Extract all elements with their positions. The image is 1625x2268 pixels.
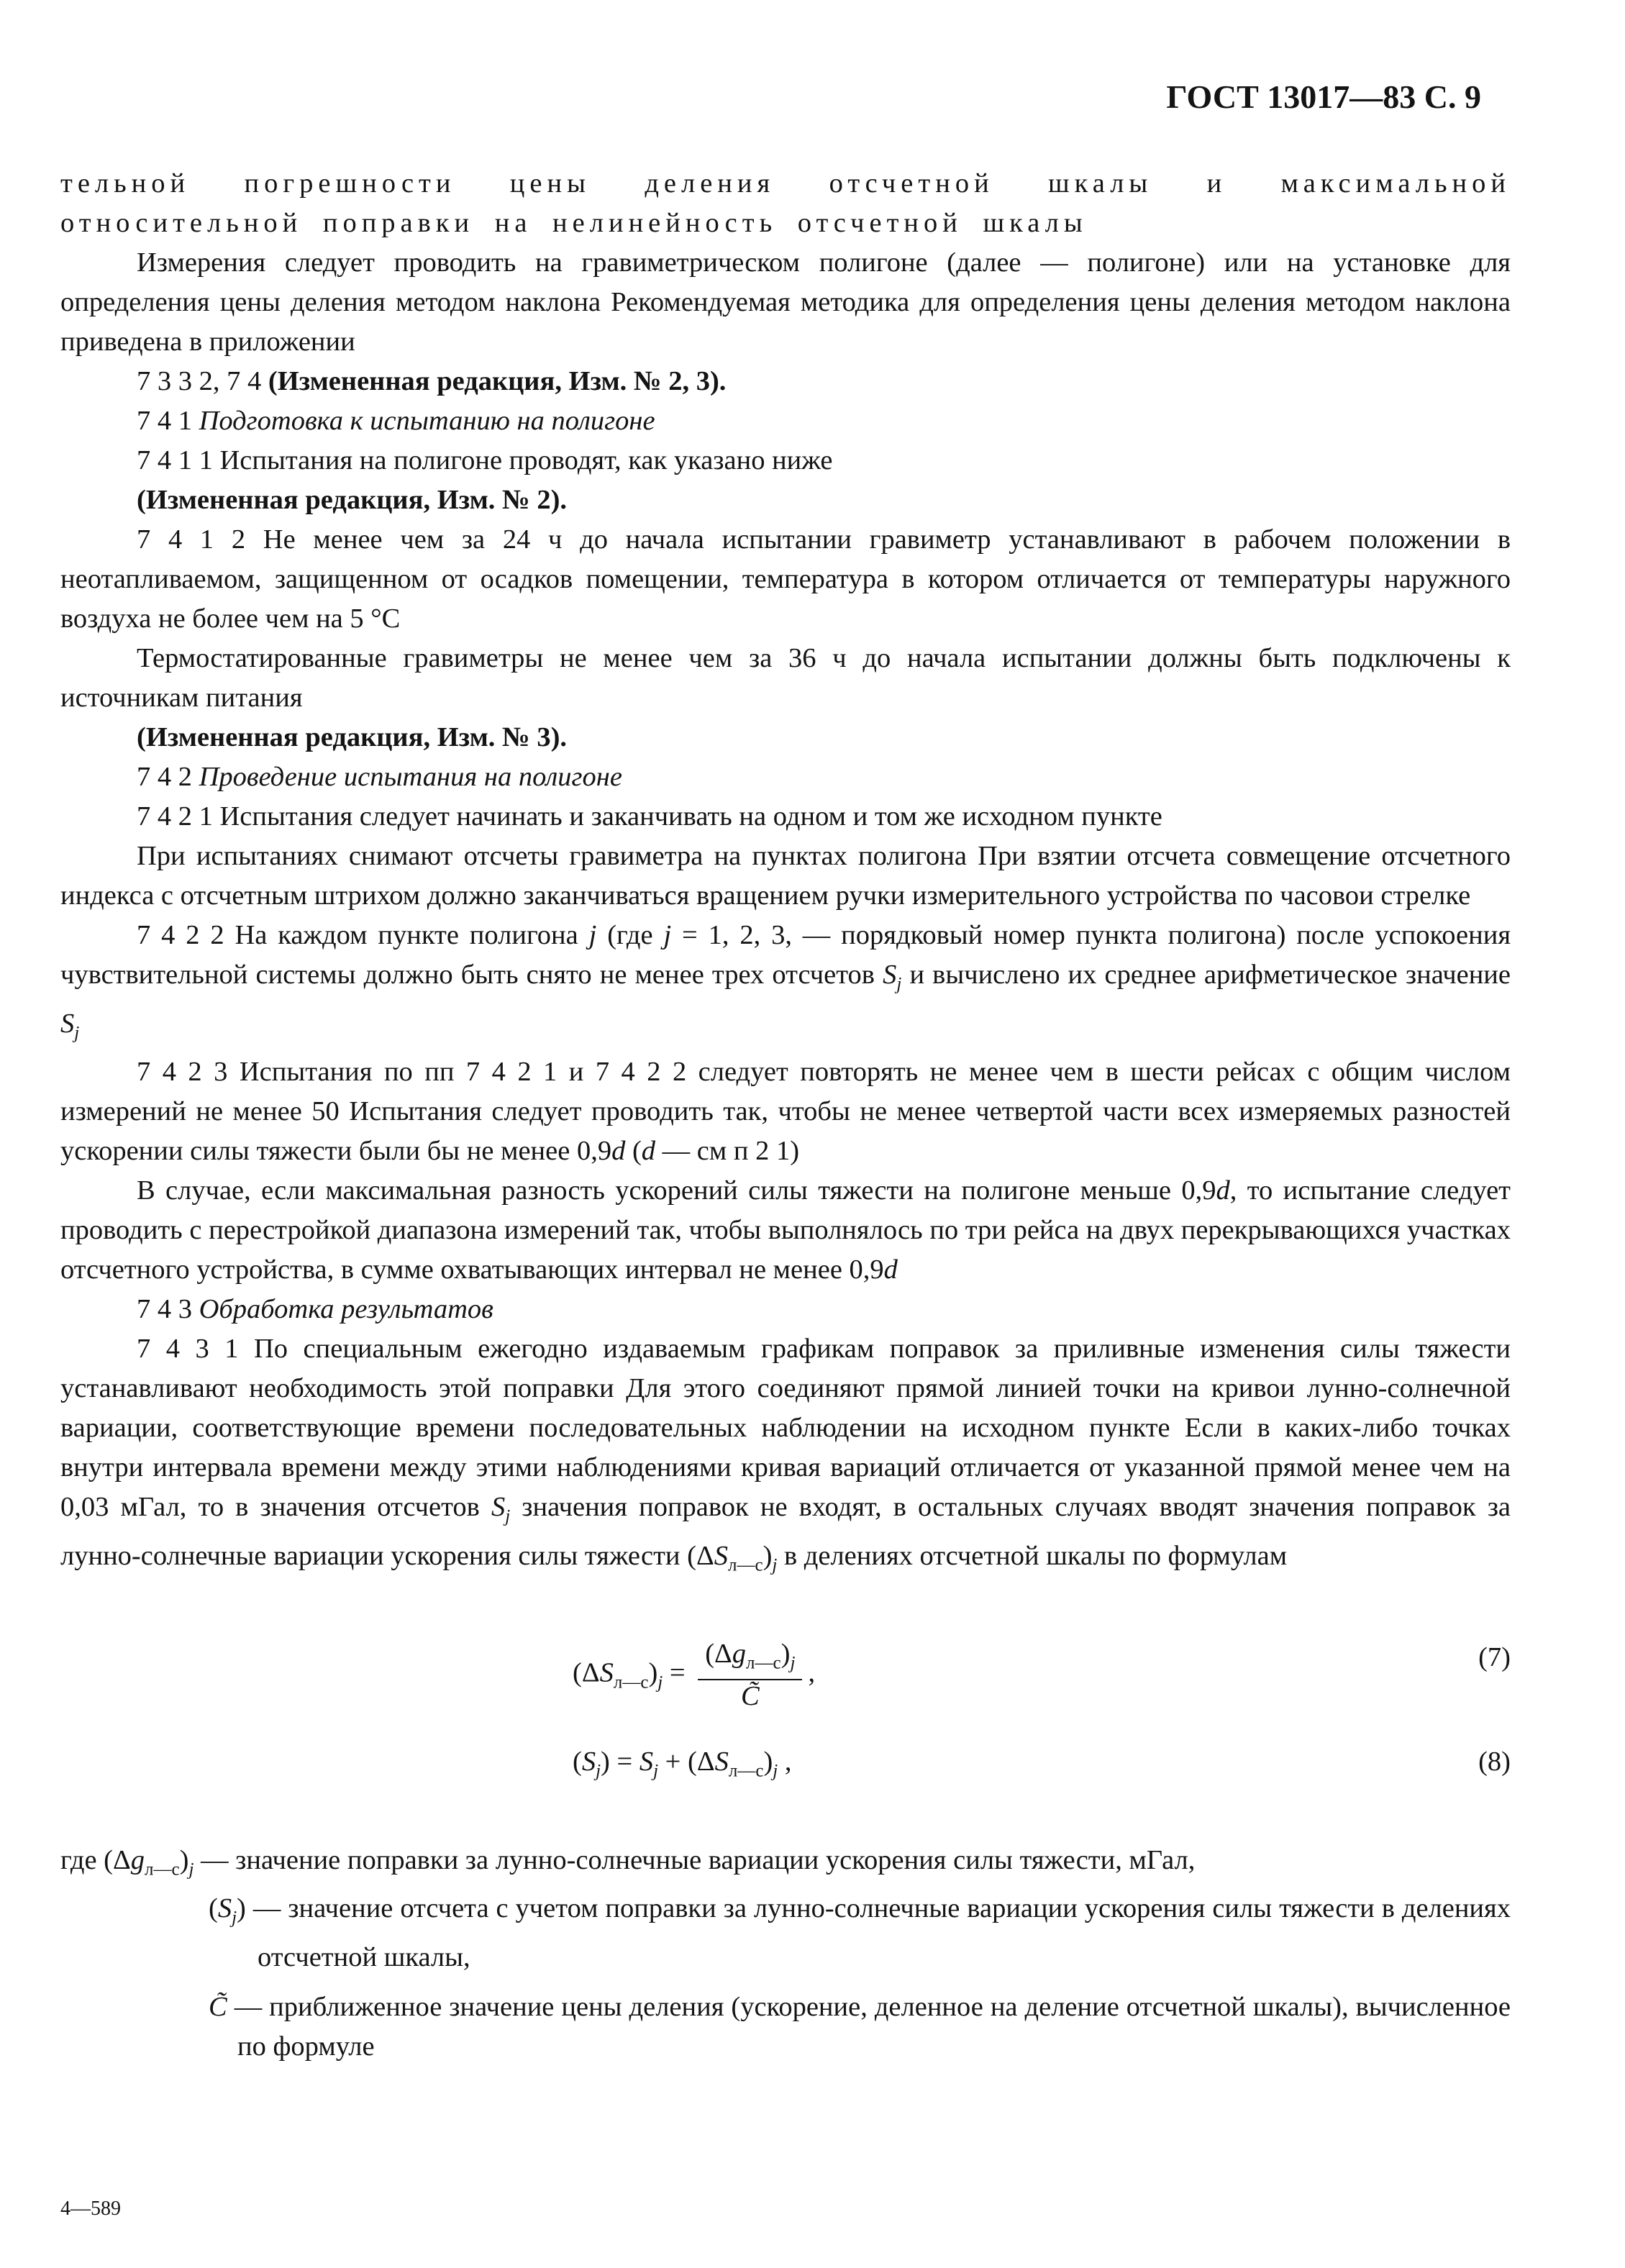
- paragraph: 7 4 2 2 На каждом пункте полигона j (где j = 1, 2, 3, — порядковый номер пункта полигона) после успокоения чувствительной системы должно быть снято не менее трех отсчетов $S_j$ и вычислено их среднее арифметическое значение $S_j$: [60, 920, 1511, 1043]
- formula-expression: $(S_j) = S_j + (\Delta S_{л—с})_j$ ,: [573, 1746, 792, 1781]
- paragraph: тельной погрешности цены деления отсчетной шкалы и максимальной относительной поправки на нелинейность отсчетной шкалы: [60, 168, 1511, 238]
- section-title: Подготовка к испытанию на полигоне: [199, 406, 655, 436]
- amendment-note: (Измененная редакция, Изм. № 2, 3).: [268, 366, 727, 396]
- formula-expression: $(\Delta S_{л—с})_j$ = $\frac{(\Delta g_{л—с})_j}{C̃}$ ,: [573, 1638, 816, 1712]
- symbol-definitions: [60, 1841, 1511, 2067]
- paragraph: В случае, если максимальная разность ускорений силы тяжести на полигоне меньше 0,9d, то испытание следует проводить с перестройкой диапазона измерений так, чтобы выполнялось по три рейса на двух перекрывающихся участках отсчетного устройства, в сумме охватывающих интервал не менее 0,9d: [60, 1175, 1511, 1285]
- body-text: [60, 164, 1511, 2067]
- section-heading: [60, 757, 1511, 797]
- amendment-note: (Измененная редакция, Изм. № 3).: [137, 722, 568, 752]
- formula-number: (7): [1478, 1641, 1511, 1672]
- definition-item: где $(\Delta g_{л—с})_j$ — значение поправки за лунно-солнечные вариации ускорения силы тяжести, мГал,: [60, 1844, 1196, 1880]
- paragraph: 7 4 1 1 Испытания на полигоне проводят, как указано ниже: [137, 445, 833, 475]
- amendment-note: (Измененная редакция, Изм. № 2).: [137, 485, 568, 515]
- section-title: Проведение испытания на полигоне: [199, 762, 622, 792]
- paragraph: Термостатированные гравиметры не менее чем за 36 ч до начала испытании должны быть подключены к источникам питания: [60, 643, 1511, 713]
- paragraph: При испытаниях снимают отсчеты гравиметра на пунктах полигона При взятии отсчета совмещение отсчетного индекса с отсчетным штрихом должно заканчиваться вращением ручки измерительного устройства по часовои стрелке: [60, 841, 1511, 911]
- paragraph: 7 4 1 2 Не менее чем за 24 ч до начала испытании гравиметр устанавливают в рабочем положении в неотапливаемом, защищенном от осадков помещении, температура в котором отличается от температуры наружного воздуха не более чем на 5 °C: [60, 524, 1511, 634]
- paragraph: 7 4 3 1 По специальным ежегодно издаваемым графикам поправок за приливные изменения силы тяжести устанавливают необходимость этой поправки Для этого соединяют прямой линией точки на кривои лунно-солнечной вариации, соответствующие времени последовательных наблюдении на исходном пункте Если в каких-либо точках внутри интервала времени между этими наблюдениями кривая вариаций отличается от указанной прямой менее чем на 0,03 мГал, то в значения отсчетов $S_j$ значения поправок не входят, в остальных случаях вводят значения поправок за лунно-солнечные вариации ускорения силы тяжести $(\Delta S_{л—с})_j$ в делениях отсчетной шкалы по формулам: [60, 1334, 1511, 1575]
- clause-number: 7 4 2: [137, 762, 192, 792]
- section-heading: [60, 1290, 1511, 1329]
- section-heading: [60, 401, 1511, 441]
- formula-8: [60, 1729, 1511, 1794]
- formula-number: (8): [1478, 1746, 1511, 1777]
- paragraph: 7 4 2 3 Испытания по пп 7 4 2 1 и 7 4 2 2 следует повторять не менее чем в шести рейсах с общим числом измерений не менее 50 Испытания следует проводить так, чтобы не менее четвертой части всех измеряемых разностей ускорении силы тяжести были бы не менее 0,9d (d — см п 2 1): [60, 1057, 1511, 1167]
- paragraph: 7 4 2 1 Испытания следует начинать и заканчивать на одном и том же исходном пункте: [137, 801, 1162, 832]
- page-header: ГОСТ 13017—83 С. 9: [1166, 78, 1481, 115]
- page-footer: 4—589: [60, 2198, 121, 2220]
- clause-number: 7 4 3: [137, 1294, 192, 1325]
- section-title: Обработка результатов: [199, 1294, 493, 1325]
- definition-item: C̃ — приближенное значение цены деления (ускорение, деленное на деление отсчетной шкалы), вычисленное по формуле: [209, 1992, 1511, 2062]
- definition-item: $(S_j)$ — значение отсчета с учетом поправки за лунно-солнечные вариации ускорения силы тяжести в делениях отсчетной шкалы,: [209, 1893, 1511, 1973]
- clause-number: 7 3 3 2, 7 4: [137, 366, 262, 396]
- paragraph: Измерения следует проводить на гравиметрическом полигоне (далее — полигоне) или на установке для определения цены деления методом наклона Рекомендуемая методика для определения цены деления методом наклона приведена в приложении: [60, 247, 1511, 357]
- paragraph: [60, 362, 1511, 401]
- clause-number: 7 4 1: [137, 406, 192, 436]
- formula-7: [60, 1625, 1511, 1712]
